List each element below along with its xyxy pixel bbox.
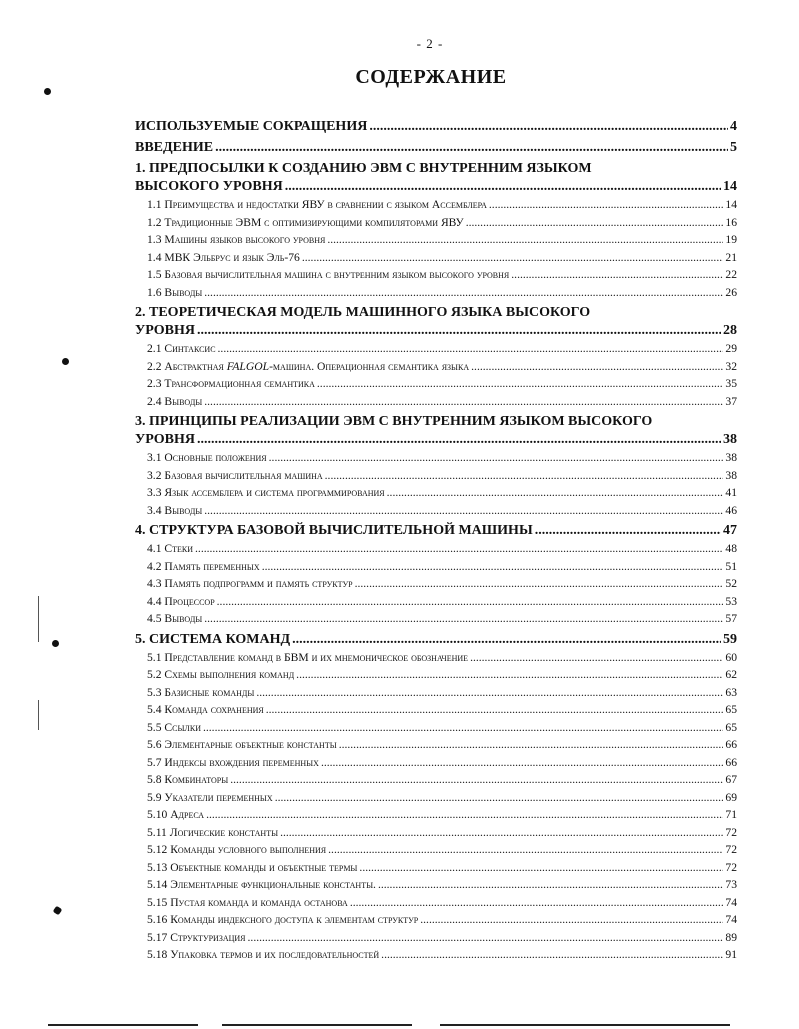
toc-section-entry [135,736,737,754]
toc-page-number: 14 [723,179,737,194]
toc-dot-leader [327,231,723,249]
toc-section-entry [135,806,737,824]
toc-page-number: 29 [725,342,737,355]
toc-entry-label: 3.3 Язык ассемблера и система программирования [147,486,385,499]
toc-entry-label: 5.17 Структуризация [147,930,246,944]
scan-bottom-rule [222,1024,412,1026]
toc-entry-label: 5. СИСТЕМА КОМАНД [135,631,291,647]
toc-dot-leader [275,789,724,807]
toc-page-number: 35 [725,377,737,390]
toc-dot-leader [317,375,724,393]
toc-page-number: 73 [725,878,737,891]
toc-dot-leader [217,593,724,611]
toc-page-number: 66 [725,738,737,751]
toc-dot-leader [355,575,724,593]
toc-entry-label: 5.6 Элементарные объектные константы [147,738,337,751]
toc-section-entry [135,894,737,912]
toc-page-number: 57 [725,612,737,625]
toc-section-entry [135,789,737,807]
toc-dot-leader [350,894,724,912]
toc-page-number: 19 [725,233,737,246]
toc-chapter-entry [135,631,737,649]
toc-section-entry [135,249,737,267]
toc-page-number: 63 [725,685,737,699]
toc-entry-label: 5.18 Упаковка термов и их последовательностей [147,948,380,961]
toc-page-number: 38 [723,432,737,447]
toc-section-entry [135,540,737,558]
toc-dot-leader [325,467,724,485]
toc-entry-label: 5.7 Индексы вхождения переменных [147,755,319,769]
toc-entry-label: 4.2 Память переменных [147,559,260,573]
toc-section-entry [135,266,737,284]
toc-page-number: 16 [725,215,737,229]
toc-entry-label: 5.5 Ссылки [147,720,201,734]
toc-page-number: 59 [723,631,737,647]
toc-entry-label: 2.2 Абстрактная FALGOL-машина. Операционная семантика языка [147,359,470,373]
toc-chapter-entry [135,178,737,196]
toc-entry-label: 1. ПРЕДПОСЫЛКИ К СОЗДАНИЮ ЭВМ С ВНУТРЕННИМ ЯЗЫКОМ [135,161,592,176]
toc-dot-leader [381,946,723,964]
toc-chapter-entry [135,431,737,449]
table-of-contents [135,118,737,964]
toc-section-entry [135,449,737,467]
toc-dot-leader [204,284,723,302]
toc-dot-leader [197,322,721,340]
toc-entry-label: ВВЕДЕНИЕ [135,140,214,155]
toc-entry-label: 4.5 Выводы [147,612,203,625]
toc-dot-leader [359,859,723,877]
toc-section-entry [135,929,737,947]
toc-section-entry [135,393,737,411]
toc-dot-leader [248,929,724,947]
toc-page-number: 66 [725,755,737,769]
toc-dot-leader [535,522,721,540]
document-title: СОДЕРЖАНИЕ [355,66,507,88]
toc-section-entry [135,375,737,393]
toc-dot-leader [269,449,724,467]
toc-section-entry [135,684,737,702]
toc-entry-label: 5.16 Команды индексного доступа к элементам структур [147,913,419,926]
scan-bottom-rule [48,1024,198,1026]
toc-dot-leader [197,431,721,449]
toc-entry-label: 5.10 Адреса [147,808,205,821]
toc-page-number: 71 [725,808,737,821]
toc-entry-label: 2.1 Синтаксис [147,342,216,355]
toc-entry-label: 3. ПРИНЦИПЫ РЕАЛИЗАЦИИ ЭВМ С ВНУТРЕННИМ ЯЗЫКОМ ВЫСОКОГО [135,414,653,429]
toc-dot-leader [420,911,723,929]
toc-section-entry [135,502,737,520]
toc-section-entry [135,467,737,485]
toc-page-number: 38 [725,468,737,482]
toc-page-number: 48 [725,542,737,555]
toc-entry-label: 2.4 Выводы [147,394,203,408]
toc-page-number: 74 [725,913,737,926]
toc-dot-leader [378,876,723,894]
toc-dot-leader [387,484,724,502]
toc-chapter-entry [135,118,737,136]
toc-page-number: 91 [725,948,737,961]
toc-entry-label: ИСПОЛЬЗУЕМЫЕ СОКРАЩЕНИЯ [135,119,368,134]
scan-margin-line [38,596,39,642]
toc-page-number: 72 [725,843,737,856]
toc-dot-leader [230,771,723,789]
toc-dot-leader [466,214,724,232]
page-number: - 2 - [416,36,444,51]
falgol-term: FALGOL [226,359,270,373]
toc-dot-leader [285,178,721,196]
scan-margin-line [38,700,39,730]
toc-dot-leader [204,393,723,411]
toc-dot-leader [328,841,723,859]
toc-section-entry [135,824,737,842]
toc-entry-label: 1.2 Традиционные ЭВМ с оптимизирующими компиляторами ЯВУ [147,215,464,229]
toc-page-number: 38 [725,451,737,464]
toc-entry-label: 5.3 Базисные команды [147,685,255,699]
toc-dot-leader [204,610,723,628]
toc-section-entry [135,911,737,929]
toc-page-number: 26 [725,285,737,299]
toc-entry-label: ВЫСОКОГО УРОВНЯ [135,179,283,194]
toc-section-entry [135,754,737,772]
scan-bottom-rule [440,1024,730,1026]
toc-page-number: 22 [725,268,737,281]
toc-dot-leader [204,502,723,520]
toc-section-entry [135,610,737,628]
binder-hole-mark [52,640,59,647]
toc-section-entry [135,340,737,358]
toc-page-number: 53 [725,594,737,608]
toc-section-entry [135,841,737,859]
toc-page-number: 72 [725,860,737,874]
toc-page-number: 21 [725,250,737,264]
toc-dot-leader [369,118,728,136]
toc-entry-label: 1.3 Машины языков высокого уровня [147,233,326,246]
toc-page-number: 72 [725,825,737,839]
toc-entry-label: 4.4 Процессор [147,594,215,608]
toc-section-entry [135,196,737,214]
toc-page-number: 5 [730,140,737,155]
toc-entry-label: 4. СТРУКТУРА БАЗОВОЙ ВЫЧИСЛИТЕЛЬНОЙ МАШИНЫ [135,523,533,538]
toc-entry-label: 1.5 Базовая вычислительная машина с внутренним языком высокого уровня [147,268,510,281]
toc-section-entry [135,719,737,737]
toc-section-entry [135,649,737,667]
toc-chapter-heading [135,304,737,322]
toc-page-number: 46 [725,503,737,517]
toc-page-number: 74 [725,895,737,909]
toc-section-entry [135,484,737,502]
toc-page-number: 32 [725,359,737,373]
toc-entry-label: 5.2 Схемы выполнения команд [147,668,295,681]
toc-dot-leader [262,558,724,576]
toc-page-number: 60 [725,650,737,664]
toc-dot-leader [511,266,723,284]
toc-section-entry [135,358,737,376]
binder-hole-mark [53,906,63,916]
toc-entry-label: 1.6 Выводы [147,285,203,299]
toc-page-number: 14 [725,198,737,211]
toc-chapter-heading [135,413,737,431]
toc-entry-label: 5.15 Пустая команда и команда останова [147,895,348,909]
toc-entry-label: 3.1 Основные положения [147,451,267,464]
toc-entry-label: 5.14 Элементарные функциональные константы. [147,878,376,891]
toc-entry-label: 5.4 Команда сохранения [147,703,264,716]
toc-section-entry [135,575,737,593]
toc-dot-leader [206,806,723,824]
toc-chapter-entry [135,322,737,340]
toc-entry-label: 4.1 Стеки [147,542,194,555]
toc-dot-leader [266,701,724,719]
toc-page-number: 65 [725,703,737,716]
toc-dot-leader [218,340,724,358]
toc-entry-label: 5.8 Комбинаторы [147,773,229,786]
toc-entry-label: 5.9 Указатели переменных [147,790,273,804]
toc-page-number: 4 [730,119,737,134]
toc-dot-leader [471,358,723,376]
binder-hole-mark [62,358,69,365]
binder-hole-mark [44,88,51,95]
toc-page-number: 28 [723,323,737,338]
toc-entry-label: 2.3 Трансформационная семантика [147,377,315,390]
toc-chapter-entry [135,522,737,540]
toc-entry-label: УРОВНЯ [135,323,195,338]
toc-section-entry [135,859,737,877]
toc-entry-label: 5.12 Команды условного выполнения [147,843,327,856]
toc-dot-leader [195,540,723,558]
toc-dot-leader [489,196,724,214]
toc-dot-leader [339,736,724,754]
toc-entry-label: 5.13 Объектные команды и объектные термы [147,860,358,874]
toc-page-number: 69 [725,790,737,804]
toc-section-entry [135,876,737,894]
toc-page-number: 37 [725,394,737,408]
toc-entry-label: 5.1 Представление команд в БВМ и их мнемоническое обозначение [147,650,469,664]
toc-section-entry [135,593,737,611]
toc-page-number: 62 [725,668,737,681]
toc-dot-leader [470,649,723,667]
toc-page-number: 67 [725,773,737,786]
toc-dot-leader [296,666,723,684]
toc-section-entry [135,946,737,964]
toc-entry-label: УРОВНЯ [135,432,195,447]
toc-section-entry [135,701,737,719]
toc-chapter-entry [135,139,737,157]
toc-page-number: 65 [725,720,737,734]
toc-entry-label: 2. ТЕОРЕТИЧЕСКАЯ МОДЕЛЬ МАШИННОГО ЯЗЫКА ВЫСОКОГО [135,305,591,320]
toc-section-entry [135,214,737,232]
toc-dot-leader [302,249,724,267]
toc-dot-leader [292,631,721,649]
toc-entry-label: 5.11 Логические константы [147,825,279,839]
toc-dot-leader [280,824,723,842]
toc-dot-leader [203,719,723,737]
toc-entry-label: 3.2 Базовая вычислительная машина [147,468,323,482]
toc-entry-label: 4.3 Память подпрограмм и память структур [147,577,353,590]
toc-section-entry [135,558,737,576]
toc-section-entry [135,666,737,684]
toc-page-number: 52 [725,577,737,590]
toc-entry-label: 3.4 Выводы [147,503,203,517]
toc-page-number: 41 [725,486,737,499]
toc-dot-leader [215,139,728,157]
toc-entry-label: 1.4 МВК Эльбрус и язык Эль-76 [147,250,300,264]
toc-section-entry [135,284,737,302]
toc-dot-leader [321,754,723,772]
toc-chapter-heading [135,160,737,178]
toc-page-number: 89 [725,930,737,944]
toc-page-number: 47 [723,523,737,538]
toc-entry-label: 1.1 Преимущества и недостатки ЯВУ в сравнении с языком Ассемблера [147,198,487,211]
toc-section-entry [135,231,737,249]
toc-page-number: 51 [725,559,737,573]
toc-dot-leader [256,684,723,702]
toc-section-entry [135,771,737,789]
